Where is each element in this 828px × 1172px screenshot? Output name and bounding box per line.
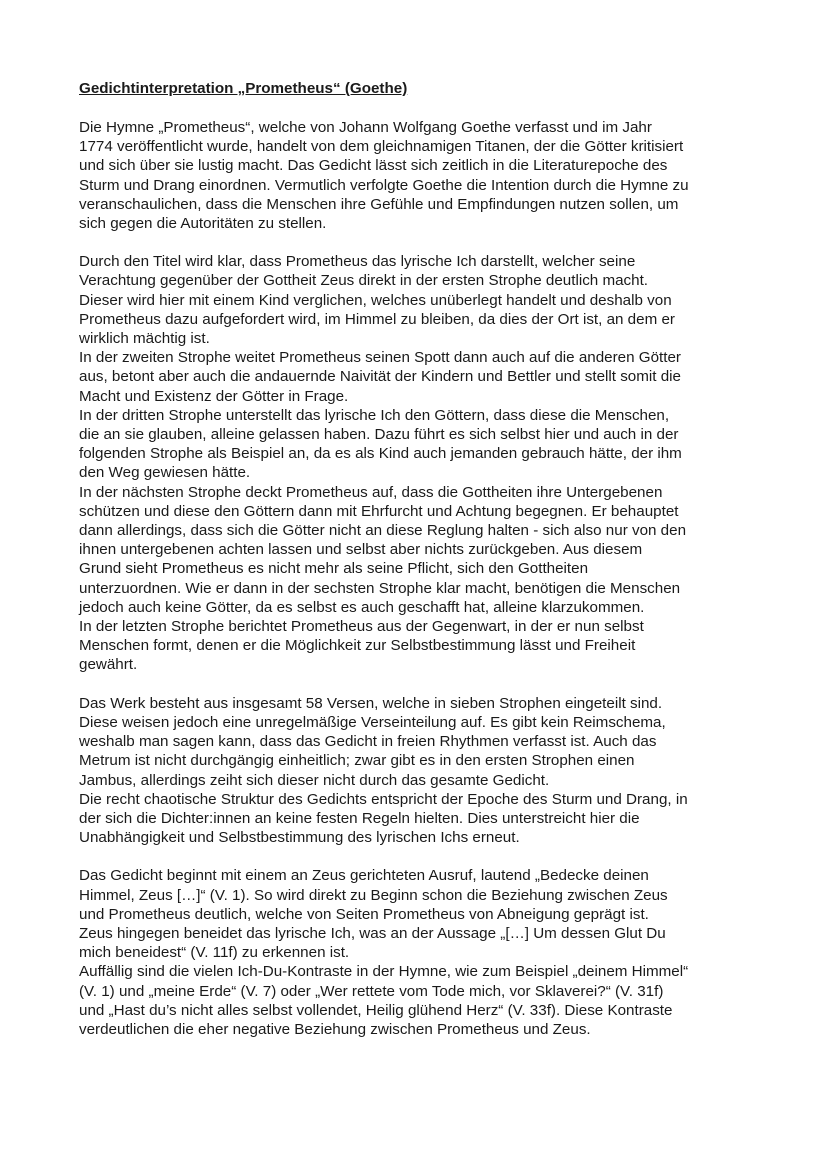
- text-line: (V. 1) und „meine Erde“ (V. 7) oder „Wer rettete vom Tode mich, vor Sklaverei?“ (V. 31f): [79, 982, 664, 1000]
- text-line: Auffällig sind die vielen Ich-Du-Kontraste in der Hymne, wie zum Beispiel „deinem Himmel“: [79, 963, 689, 981]
- text-line: Grund sieht Prometheus es nicht mehr als seine Pflicht, sich den Gottheiten: [79, 560, 589, 578]
- text-line: und Prometheus deutlich, welche von Seiten Prometheus von Abneigung geprägt ist.: [79, 905, 649, 923]
- text-line: Jambus, allerdings zeiht sich dieser nicht durch das gesamte Gedicht.: [79, 771, 550, 789]
- text-line: Metrum ist nicht durchgängig einheitlich; zwar gibt es in den ersten Strophen einen: [79, 752, 635, 770]
- text-line: Die Hymne „Prometheus“, welche von Johann Wolfgang Goethe verfasst und im Jahr: [79, 119, 652, 136]
- paragraph-2: [79, 252, 759, 674]
- text-line: In der dritten Strophe unterstellt das lyrische Ich den Göttern, dass diese die Menschen,: [79, 406, 670, 424]
- text-line: sich gegen die Autoritäten zu stellen.: [79, 215, 327, 233]
- text-line: den Weg gewiesen hätte.: [79, 464, 251, 482]
- text-line: jedoch auch keine Götter, da es selbst es auch geschafft hat, alleine klarzukommen.: [79, 598, 645, 616]
- text-line: Verachtung gegenüber der Gottheit Zeus direkt in der ersten Strophe deutlich macht.: [79, 272, 649, 290]
- text-line: In der nächsten Strophe deckt Prometheus auf, dass die Gottheiten ihre Untergebenen: [79, 483, 663, 501]
- text-line: verdeutlichen die eher negative Beziehung zwischen Prometheus und Zeus.: [79, 1020, 591, 1038]
- text-line: und „Hast du’s nicht alles selbst vollendet, Heilig glühend Herz“ (V. 33f). Diese Kontraste: [79, 1001, 673, 1019]
- text-line: Diese weisen jedoch eine unregelmäßige Verseinteilung auf. Es gibt kein Reimschema,: [79, 713, 666, 731]
- text-line: Durch den Titel wird klar, dass Prometheus das lyrische Ich darstellt, welcher seine: [79, 253, 636, 271]
- text-line: wirklich mächtig ist.: [79, 330, 210, 348]
- text-line: Das Gedicht beginnt mit einem an Zeus gerichteten Ausruf, lautend „Bedecke deinen: [79, 867, 649, 885]
- text-line: weshalb man sagen kann, dass das Gedicht in freien Rhythmen verfasst ist. Auch das: [79, 733, 657, 751]
- text-line: Himmel, Zeus […]“ (V. 1). So wird direkt zu Beginn schon die Beziehung zwischen Zeus: [79, 886, 668, 904]
- text-line: folgenden Strophe als Beispiel an, da es als Kind auch jemanden gebrauch hätte, der ihm: [79, 445, 682, 463]
- paragraph-3: [79, 694, 759, 848]
- document-body: [79, 118, 759, 1039]
- text-line: Das Werk besteht aus insgesamt 58 Versen, welche in sieben Strophen eingeteilt sind.: [79, 694, 663, 712]
- paragraph-4: [79, 866, 759, 1039]
- text-line: Die recht chaotische Struktur des Gedichts entspricht der Epoche des Sturm und Drang, in: [79, 790, 688, 808]
- text-line: ihnen untergebenen achten lassen und selbst aber nichts zurückgeben. Aus diesem: [79, 541, 643, 559]
- text-line: aus, betont aber auch die andauernde Naivität der Kindern und Bettler und stellt somit die: [79, 368, 681, 386]
- text-line: mich beneidest“ (V. 11f) zu erkennen ist.: [79, 944, 350, 962]
- text-line: 1774 veröffentlicht wurde, handelt von dem gleichnamigen Titanen, der die Götter kritisiert: [79, 138, 684, 156]
- text-line: veranschaulichen, dass die Menschen ihre Gefühle und Empfindungen nutzen sollen, um: [79, 195, 679, 213]
- text-line: schützen und diese den Göttern dann mit Ehrfurcht und Achtung begegnen. Er behauptet: [79, 502, 679, 520]
- text-line: In der letzten Strophe berichtet Prometheus aus der Gegenwart, in der er nun selbst: [79, 618, 644, 636]
- text-line: die an sie glauben, alleine gelassen haben. Dazu führt es sich selbst hier und auch in der: [79, 426, 679, 444]
- text-line: der sich die Dichter:innen an keine festen Regeln hielten. Dies unterstreicht hier die: [79, 809, 640, 827]
- document-page: [79, 79, 759, 1058]
- text-line: Sturm und Drang einordnen. Vermutlich verfolgte Goethe die Intention durch die Hymne zu: [79, 176, 689, 194]
- text-line: unterzuordnen. Wie er dann in der sechsten Strophe klar macht, benötigen die Menschen: [79, 579, 681, 597]
- document-title: Gedichtinterpretation „Prometheus“ (Goethe): [79, 80, 408, 97]
- text-line: In der zweiten Strophe weitet Prometheus seinen Spott dann auch auf die anderen Götter: [79, 349, 681, 367]
- text-line: gewährt.: [79, 656, 138, 674]
- text-line: Macht und Existenz der Götter in Frage.: [79, 387, 349, 405]
- text-line: Unabhängigkeit und Selbstbestimmung des lyrischen Ichs erneut.: [79, 829, 520, 847]
- text-line: und sich über sie lustig macht. Das Gedicht lässt sich zeitlich in die Literaturepoche des: [79, 157, 668, 175]
- text-line: Dieser wird hier mit einem Kind verglichen, welches unüberlegt handelt und deshalb von: [79, 291, 672, 309]
- text-line: dann allerdings, dass sich die Götter nicht an diese Reglung halten - sich also nur von den: [79, 522, 687, 540]
- paragraph-1: [79, 118, 759, 233]
- text-line: Zeus hingegen beneidet das lyrische Ich, was an der Aussage „[…] Um dessen Glut Du: [79, 924, 666, 942]
- text-line: Menschen formt, denen er die Möglichkeit zur Selbstbestimmung lässt und Freiheit: [79, 637, 636, 655]
- text-line: Prometheus dazu aufgefordert wird, im Himmel zu bleiben, da dies der Ort ist, an dem er: [79, 310, 675, 328]
